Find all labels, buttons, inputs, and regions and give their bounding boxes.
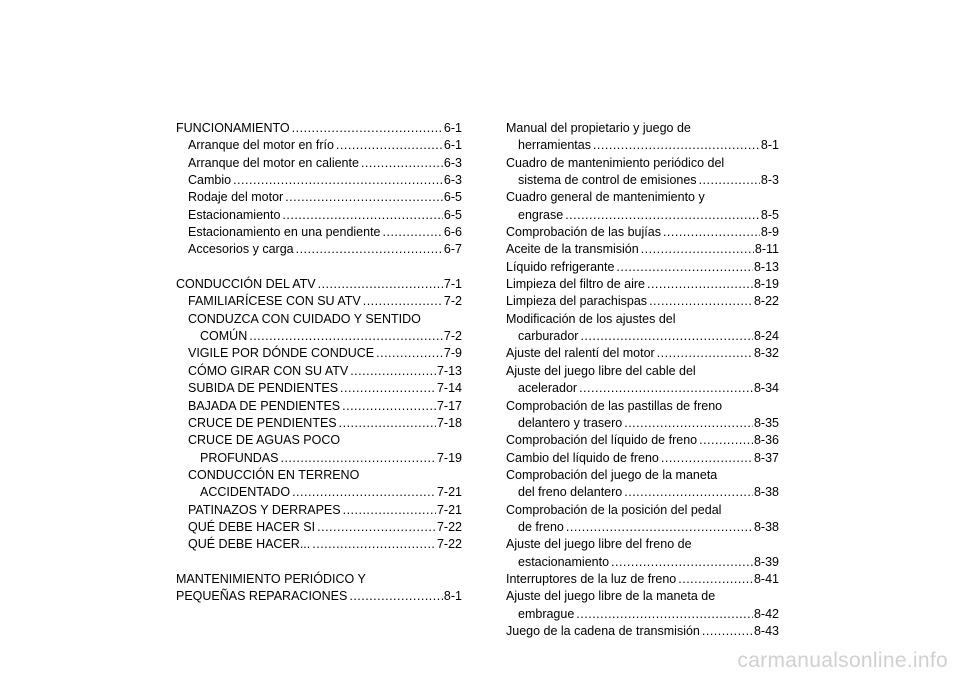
spacer [176, 259, 462, 276]
toc-left-column [176, 120, 462, 606]
toc-entry[interactable]: Accesorios y carga ..... 6-7 [176, 241, 462, 258]
toc-entry[interactable]: Comprobación del líquido de freno ..... 8-36 [506, 432, 779, 449]
toc-entry-line1: Comprobación del juego de la maneta [506, 467, 718, 482]
toc-entry-line1: Comprobación de las pastillas de freno [506, 398, 723, 413]
toc-entry[interactable]: Ajuste del ralentí del motor ..... 8-32 [506, 345, 779, 362]
toc-entry[interactable]: delantero y trasero ..... 8-35 [506, 415, 779, 432]
toc-entry[interactable]: COMÚN ..... 7-2 [176, 328, 462, 345]
toc-entry[interactable]: Rodaje del motor ..... 6-5 [176, 189, 462, 206]
toc-entry[interactable]: Limpieza del filtro de aire ..... 8-19 [506, 276, 779, 293]
toc-entry[interactable]: Juego de la cadena de transmisión ..... 8-43 [506, 623, 779, 640]
toc-entry[interactable]: QUÉ DEBE HACER... ..... 7-22 [176, 536, 462, 553]
toc-entry-line1: Ajuste del juego libre del freno de [506, 537, 692, 552]
toc-entry[interactable]: Limpieza del parachispas ..... 8-22 [506, 293, 779, 310]
toc-entry-funcionamiento[interactable]: FUNCIONAMIENTO ..... 6-1 [176, 120, 462, 137]
toc-entry-line1: Modificación de los ajustes del [506, 311, 676, 326]
toc-entry[interactable]: acelerador ..... 8-34 [506, 380, 779, 397]
toc-entry-line1: Comprobación de la posición del pedal [506, 502, 722, 517]
toc-entry[interactable]: del freno delantero ..... 8-38 [506, 484, 779, 501]
toc-entry[interactable]: Cambio ..... 6-3 [176, 172, 462, 189]
toc-entry-line1: CONDUZCA CON CUIDADO Y SENTIDO [188, 311, 421, 326]
toc-entry[interactable]: FAMILIARÍCESE CON SU ATV ..... 7-2 [176, 293, 462, 310]
watermark: carmanualsonline.info [737, 649, 948, 672]
toc-entry-line1: Manual del propietario y juego de [506, 121, 691, 135]
toc-entry-line1: MANTENIMIENTO PERIÓDICO Y [176, 571, 366, 586]
toc-entry[interactable]: BAJADA DE PENDIENTES ..... 7-17 [176, 398, 462, 415]
toc-entry[interactable]: CÓMO GIRAR CON SU ATV ..... 7-13 [176, 363, 462, 380]
toc-entry-conduccion[interactable]: CONDUCCIÓN DEL ATV ..... 7-1 [176, 276, 462, 293]
toc-entry[interactable]: QUÉ DEBE HACER SI ..... 7-22 [176, 519, 462, 536]
toc-entry[interactable]: CRUCE DE PENDIENTES ..... 7-18 [176, 415, 462, 432]
toc-entry[interactable]: engrase ..... 8-5 [506, 207, 779, 224]
toc-entry[interactable]: PROFUNDAS ..... 7-19 [176, 450, 462, 467]
toc-entry[interactable]: Líquido refrigerante ..... 8-13 [506, 259, 779, 276]
toc-entry[interactable]: ACCIDENTADO ..... 7-21 [176, 484, 462, 501]
spacer [176, 554, 462, 571]
toc-right-column [506, 120, 779, 640]
toc-entry-line1: CRUCE DE AGUAS POCO [188, 433, 341, 448]
toc-entry-line1: Ajuste del juego libre del cable del [506, 363, 696, 378]
toc-entry-line1: Cuadro de mantenimiento periódico del [506, 155, 725, 170]
toc-entry[interactable]: Estacionamiento en una pendiente ..... 6-6 [176, 224, 462, 241]
toc-entry[interactable]: herramientas ..... 8-1 [506, 137, 779, 154]
toc-entry[interactable]: VIGILE POR DÓNDE CONDUCE ..... 7-9 [176, 345, 462, 362]
toc-entry[interactable]: PATINAZOS Y DERRAPES ..... 7-21 [176, 502, 462, 519]
toc-entry[interactable]: Cambio del líquido de freno ..... 8-37 [506, 450, 779, 467]
toc-entry-mantenimiento[interactable]: PEQUEÑAS REPARACIONES ..... 8-1 [176, 588, 462, 605]
toc-entry[interactable]: Aceite de la transmisión ..... 8-11 [506, 241, 779, 258]
toc-entry[interactable]: Arranque del motor en frío ..... 6-1 [176, 137, 462, 154]
toc-entry[interactable]: embrague ..... 8-42 [506, 606, 779, 623]
toc-entry[interactable]: Arranque del motor en caliente ..... 6-3 [176, 155, 462, 172]
toc-entry-line1: Ajuste del juego libre de la maneta de [506, 589, 716, 604]
toc-entry[interactable]: SUBIDA DE PENDIENTES ..... 7-14 [176, 380, 462, 397]
toc-entry[interactable]: Estacionamiento ..... 6-5 [176, 207, 462, 224]
toc-entry-line1: Cuadro general de mantenimiento y [506, 190, 705, 205]
toc-entry[interactable]: de freno ..... 8-38 [506, 519, 779, 536]
toc-entry[interactable]: Comprobación de las bujías ..... 8-9 [506, 224, 779, 241]
toc-entry[interactable]: estacionamiento ..... 8-39 [506, 554, 779, 571]
toc-entry[interactable]: carburador ..... 8-24 [506, 328, 779, 345]
toc-entry[interactable]: Interruptores de la luz de freno ..... 8-41 [506, 571, 779, 588]
toc-entry-line1: CONDUCCIÓN EN TERRENO [188, 467, 360, 482]
toc-entry[interactable]: sistema de control de emisiones ..... 8-3 [506, 172, 779, 189]
